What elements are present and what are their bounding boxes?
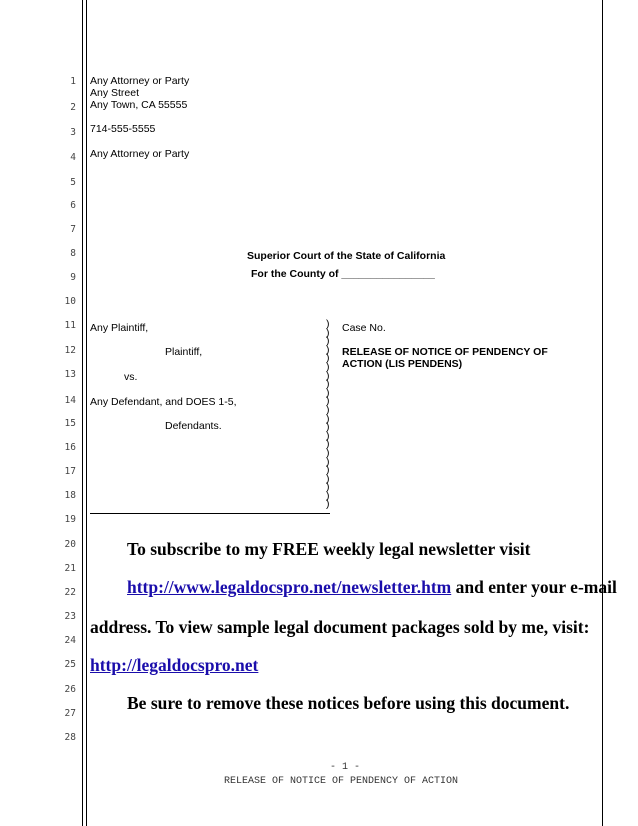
line-number: 20 xyxy=(64,539,76,550)
attorney-city: Any Town, CA 55555 xyxy=(90,99,188,111)
line-number: 2 xyxy=(70,102,76,113)
left-margin-rule-2 xyxy=(86,0,87,826)
line-number: 8 xyxy=(70,248,76,259)
notice-line-4 xyxy=(90,655,258,676)
line-number: 12 xyxy=(64,345,76,356)
line-number: 3 xyxy=(70,127,76,138)
right-margin-rule xyxy=(602,0,603,826)
line-number: 26 xyxy=(64,684,76,695)
line-number: 6 xyxy=(70,200,76,211)
line-number: 23 xyxy=(64,611,76,622)
notice-line-3: address. To view sample legal document packages sold by me, visit: xyxy=(90,617,590,637)
attorney-phone: 714-555-5555 xyxy=(90,123,156,135)
left-margin-rule-1 xyxy=(82,0,83,826)
caption-parentheses: ) ) ) ) ) ) ) ) ) ) ) ) ) ) ) ) ) ) ) ) ) ) xyxy=(326,318,330,511)
line-number: 11 xyxy=(64,320,76,331)
notice-line-1: To subscribe to my FREE weekly legal newsletter visit xyxy=(127,539,531,559)
line-number: 18 xyxy=(64,490,76,501)
footer-title: RELEASE OF NOTICE OF PENDENCY OF ACTION xyxy=(224,776,459,787)
document-title-line-2: ACTION (LIS PENDENS) xyxy=(342,358,463,370)
line-number: 16 xyxy=(64,442,76,453)
line-number: 22 xyxy=(64,587,76,598)
line-number: 14 xyxy=(64,395,76,406)
newsletter-link[interactable]: http://www.legaldocspro.net/newsletter.htm xyxy=(127,577,452,597)
line-number: 17 xyxy=(64,466,76,477)
county-line: For the County of ________________ xyxy=(251,268,435,280)
line-number: 24 xyxy=(64,635,76,646)
notice-line-2 xyxy=(127,577,617,598)
plaintiff-name: Any Plaintiff, xyxy=(90,322,149,334)
line-number: 1 xyxy=(70,76,76,87)
line-number: 27 xyxy=(64,708,76,719)
line-number: 13 xyxy=(64,369,76,380)
court-name: Superior Court of the State of California xyxy=(247,250,446,262)
notice-line-5: Be sure to remove these notices before using this document. xyxy=(127,693,570,713)
notice-line-2-text: and enter your e-mail xyxy=(451,577,617,597)
page-number: - 1 - xyxy=(330,762,361,773)
line-number: 21 xyxy=(64,563,76,574)
plaintiff-role: Plaintiff, xyxy=(165,346,203,358)
document-title-line-1: RELEASE OF NOTICE OF PENDENCY OF xyxy=(342,346,548,358)
attorney-name: Any Attorney or Party xyxy=(90,75,190,87)
line-number: 19 xyxy=(64,514,76,525)
line-number: 28 xyxy=(64,732,76,743)
defendant-role: Defendants. xyxy=(165,420,222,432)
versus: vs. xyxy=(124,371,138,383)
case-number-label: Case No. xyxy=(342,322,386,334)
line-number: 25 xyxy=(64,659,76,670)
attorney-for: Any Attorney or Party xyxy=(90,148,190,160)
line-number: 7 xyxy=(70,224,76,235)
line-number: 4 xyxy=(70,152,76,163)
line-number: 5 xyxy=(70,177,76,188)
line-number: 10 xyxy=(64,296,76,307)
defendant-name: Any Defendant, and DOES 1-5, xyxy=(90,396,237,408)
legaldocspro-link[interactable]: http://legaldocspro.net xyxy=(90,655,259,675)
line-number: 15 xyxy=(64,418,76,429)
attorney-street: Any Street xyxy=(90,87,140,99)
caption-bottom-rule xyxy=(90,513,330,514)
line-number: 9 xyxy=(70,272,76,283)
